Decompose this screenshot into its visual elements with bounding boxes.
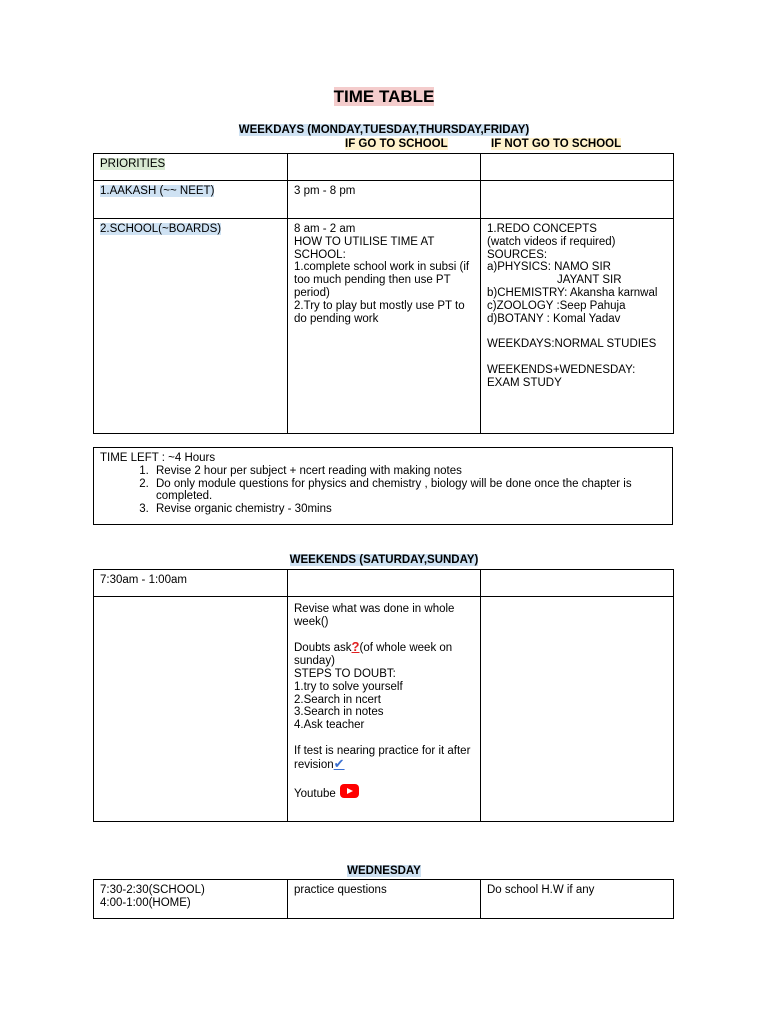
table-row [94, 880, 674, 919]
doubts-line: Doubts ask?(of whole week on [294, 639, 453, 655]
wednesday-table [93, 879, 674, 919]
time-left-box [93, 447, 673, 525]
wednesday-time-cell: 7:30-2:30(SCHOOL) 4:00-1:00(HOME) [94, 880, 288, 919]
no-school-cell: 1.REDO CONCEPTS (watch videos if required) SOURCES: a)PHYSICS: NAMO SIR JAYANT SIR b)CHEMISTRY: Akansha karnwal c)ZOOLOGY :Seep Pahuja d)BOTANY : Komal Yadav WEEKDAYS:NORMAL STUDIES WEEKENDS+WEDNESDAY: EXAM STUDY [481, 219, 674, 434]
weekdays-table [93, 153, 674, 434]
homework-cell: Do school H.W if any [481, 880, 674, 919]
empty-cell [288, 154, 481, 181]
table-row [94, 570, 674, 597]
page-title: TIME TABLE [333, 87, 435, 106]
col-header-school: IF GO TO SCHOOL [345, 138, 448, 150]
weekend-time-cell: 7:30am - 1:00am [94, 570, 288, 597]
list-item: 3. Revise organic chemistry - 30mins [152, 503, 666, 516]
aakash-time-cell: 3 pm - 8 pm [288, 181, 481, 219]
col-header-no-school: IF NOT GO TO SCHOOL [491, 138, 622, 150]
weekends-heading: WEEKENDS (SATURDAY,SUNDAY) [289, 554, 479, 566]
wednesday-heading: WEDNESDAY [347, 865, 421, 877]
empty-cell [94, 597, 288, 822]
empty-cell [288, 570, 481, 597]
school-cell: 2.SCHOOL(~BOARDS) [94, 219, 288, 434]
spacer [487, 325, 667, 338]
table-row [94, 448, 673, 525]
table-row [94, 597, 674, 822]
question-mark-icon: ? [351, 639, 360, 655]
time-left-cell: TIME LEFT : ~4 Hours 1. Revise 2 hour per subject + ncert reading with making notes 2. Do only module questions for physics and chemistry , biology will be done once the chapter is completed. 3. Revise organic chemistry - 30mins [94, 448, 673, 525]
spacer [294, 732, 474, 745]
aakash-cell: 1.AAKASH (~~ NEET) [94, 181, 288, 219]
time-left-list [100, 465, 666, 516]
list-item: 2. Do only module questions for physics and chemistry , biology will be done once the chapter is completed. [152, 478, 666, 504]
table-row [94, 181, 674, 219]
empty-cell [481, 154, 674, 181]
spacer [487, 351, 667, 364]
weekdays-heading: WEEKDAYS (MONDAY,TUESDAY,THURSDAY,FRIDAY) [238, 124, 530, 136]
spacer [294, 771, 474, 784]
empty-cell [481, 181, 674, 219]
practice-cell: practice questions [288, 880, 481, 919]
school-time-cell: 8 am - 2 am HOW TO UTILISE TIME AT SCHOOL: 1.complete school work in subsi (if too much pending then use PT period) 2.Try to play but mostly use PT to do pending work [288, 219, 481, 434]
weekend-plan-cell: Revise what was done in whole week() Doubts ask?(of whole week on sunday) STEPS TO DOUBT: 1.try to solve yourself 2.Search in ncert 3.Search in notes 4.Ask teacher If test is nearing practice for it after revision✔ Youtube [288, 597, 481, 822]
empty-cell [481, 597, 674, 822]
priorities-cell: PRIORITIES [94, 154, 288, 181]
weekends-table [93, 569, 674, 822]
youtube-line: Youtube [294, 784, 474, 801]
table-row [94, 219, 674, 434]
spacer [294, 629, 474, 642]
youtube-icon [340, 784, 359, 798]
empty-cell [481, 570, 674, 597]
table-row [94, 154, 674, 181]
revision-line: revision✔ [294, 755, 345, 771]
list-item: 1. Revise 2 hour per subject + ncert reading with making notes [152, 465, 666, 478]
checkmark-icon: ✔ [333, 755, 345, 771]
